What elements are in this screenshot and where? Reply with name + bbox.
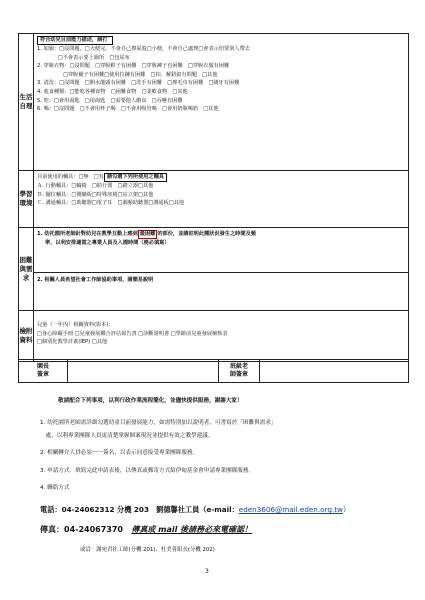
aids-label: 學習環境	[19, 171, 34, 228]
teacher-sign-field[interactable]	[260, 360, 409, 383]
director-sign-label: 園長 簽章	[19, 360, 68, 383]
life-skills-content	[34, 34, 408, 170]
notes-heading: 敬請配合下列事項，以利行政作業流程簡化，並儘快提供服務，謝謝大家！	[58, 398, 243, 404]
aids-line[interactable]: Ａ. 行動輔具：□輪椅 □助行器 □踏立器□其他	[37, 183, 154, 189]
instruction-box: 符合幼兒目前能力描述，請打ˇ	[37, 36, 113, 45]
needs-content[interactable]: 1. 幼托園所老師針對幼兒在教學互動上感到 最困難 的部份，並請註明此種狀況發生之時間及頻 率，以利安排適當之專業人員及入園時間（務必填寫） 2. 相關人員希望社會工作師協助事項，請簡易說明	[34, 228, 408, 310]
needs-divider	[34, 272, 408, 273]
email-link[interactable]: eden3606@mail.eden.org.tw	[238, 505, 343, 514]
note-4: 4. 聯絡方式	[40, 485, 70, 491]
aids-row	[19, 171, 409, 228]
attach-line: 兒童（一年內）相關資料(影本)：	[37, 322, 114, 328]
life-line[interactable]: □不會表示要上廁所 □包尿布	[37, 54, 130, 61]
note-3: 3. 申請方式：填寫完此申請表後，以傳真或郵寄方式給伊甸基金會申請專業團隊服務。	[40, 468, 255, 474]
aids-instruction-box: 請勾選下列所使用之輔具	[104, 173, 167, 182]
life-line[interactable]: 2. 穿脫衣物：□沒問題 □穿脫鞋子有困難 □穿脫褲子有困難 □穿脫衣服有困難	[37, 63, 230, 70]
contact-phone: 電話：04-24062312 分機 203 劉德馨社工員（e-mail：eden3606@mail.eden.org.tw）	[40, 505, 351, 514]
aids-line[interactable]: Ｃ. 溝通輔具：□助聽器□電子耳 □調頻助聽器□溝通板□其他	[37, 200, 185, 207]
attach-checkboxes-2[interactable]: □個別化教學計畫(IEP) □其他	[37, 339, 108, 346]
teacher-sign-label: 班級老 師簽章	[219, 360, 260, 383]
signature-table	[18, 359, 409, 383]
life-line[interactable]: 6. 喝：□沒問題 □不會用杯子喝 □不會用吸管喝 □會用奶瓶喝奶 □其他	[37, 106, 219, 113]
attach-checkboxes[interactable]: □身心障礙手冊 □兒童發展聯合評估報告書 □診斷證明書 □學齡前兒童發展檢核表	[37, 330, 228, 337]
page-number: 3	[205, 568, 209, 575]
life-skills-row	[19, 34, 409, 171]
hardest-part-box: 最困難	[139, 231, 156, 237]
contact-staff: 或洽 謝宛君社工師(分機 201)、杜美菁組長(分機 202)	[80, 547, 215, 553]
life-line[interactable]: 3. 清洗：□沒問題 □開水龍頭有困難 □洗手有困難 □擰毛巾有困難 □刷牙有困難	[37, 80, 240, 87]
life-skills-label: 生活自理	[19, 34, 34, 171]
life-line[interactable]: 4. 進食種類：□能吃各種食物 □困難食物 □柔軟食物 □其他	[37, 88, 188, 95]
needs-line-2: 率，以利安排適當之專業人員及入園時間（務必填寫）	[45, 240, 170, 246]
needs-row	[19, 228, 409, 311]
attach-row	[19, 311, 409, 362]
note-1a: 1. 幼托園所老師需詳細勾選幼童目前發展能力，如需特別加以說明者，可書寫於「困難與需求」	[40, 420, 277, 426]
needs-answer-space[interactable]	[37, 248, 405, 272]
director-sign-field[interactable]	[68, 360, 219, 383]
aids-line[interactable]: Ｂ. 擺位輔具：□側躺板□特殊座椅□站立架□其他	[37, 191, 154, 198]
life-line[interactable]: □穿脫襪子有困難□使用拉鍊有困難 □扣、解鈕釦有問題 □其他	[37, 71, 218, 78]
attach-content	[34, 311, 408, 361]
note-2: 2. 相關轉介人員必須一一簽名，以表示同意接受專業團隊服務。	[40, 450, 199, 456]
fax-urge-text: 傳真或 mail 後請務必來電確認！	[131, 525, 253, 534]
contact-fax: 傳真：04-24067370 傳真或 mail 後請務必來電確認！	[40, 525, 253, 534]
aids-content: 目前使用的輔具：□無 □有 請勾選下列所使用之輔具 Ａ. 行動輔具：□輪椅 □助行器 □踏立器□其他 Ｂ. 擺位輔具：□側躺板□特殊座椅□站立架□其他 Ｃ. 溝通輔具：□助聽器□電子耳 □調頻助聽器□溝通板□其他	[34, 171, 408, 227]
needs-label: 困難與需求	[19, 228, 34, 311]
assessment-form-table	[18, 33, 409, 362]
life-line[interactable]: 5. 吃：□會用湯匙 □用湯匙 □需要他人餵食 □吞嚥有困難	[37, 97, 183, 104]
note-1b: 處，以利專業團隊人員更清楚掌握個案現況並提供有效之教學建議。	[40, 433, 214, 439]
attach-label: 檢附資料	[19, 311, 34, 362]
needs-item-2: 2. 相關人員希望社會工作師協助事項，請簡易說明	[37, 276, 154, 283]
life-line[interactable]: 1. 如廁：□沒問題，□大便完，不會自己擦屁股□小便，不會自己處理□會表示但要別人帶去	[37, 46, 250, 52]
